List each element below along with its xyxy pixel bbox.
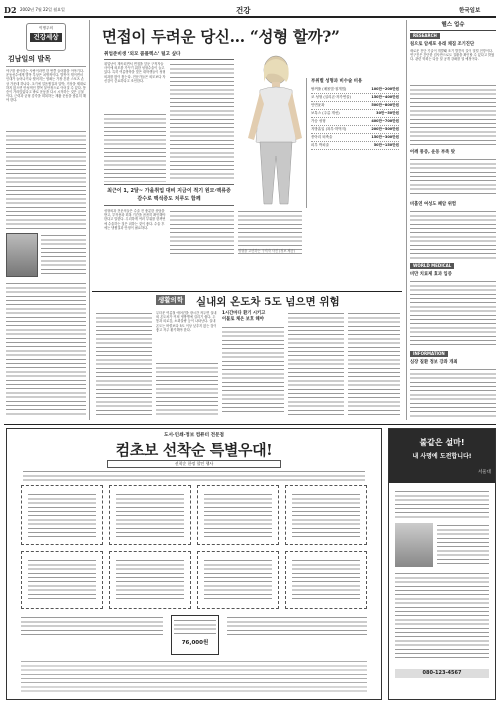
cost-figure-list: [311, 86, 400, 150]
right-item-4-title: 비만 치료제 효과 입증: [410, 272, 452, 277]
ad-coupon-6[interactable]: [109, 551, 191, 609]
cost-figure-value: 500만~800만원: [371, 103, 399, 107]
cost-figure-value: 30만~50만원: [376, 111, 399, 115]
cost-figure-value: 150만~400만원: [371, 95, 399, 99]
lower-headline: 실내외 온도차 5도 넘으면 위험: [196, 296, 340, 308]
world-medical-label: WORLD MEDICAL: [410, 263, 454, 269]
cost-figure-item: 코 성형 (실리콘·자가연골): [311, 95, 351, 99]
paper-name: 한국일보: [459, 8, 481, 14]
cost-figure-item: 지방흡입 (복부·허벅지): [311, 127, 347, 131]
main-headline: 면접이 두려운 당신… “성형 할까?”: [102, 27, 340, 46]
lower-body-lines-5: [348, 311, 400, 415]
ad-price: 76,000원: [181, 640, 209, 646]
cost-figure-item: 안면윤곽: [311, 103, 325, 107]
ad-product-lines-2: [227, 615, 367, 637]
column-badge-title: 건강세상: [30, 33, 62, 42]
cost-figure-item: 가슴 성형: [311, 119, 326, 123]
school-ad-lines-3: [395, 571, 489, 661]
school-ad-sub: 내 사명에 도전합니다!: [412, 453, 472, 460]
lower-kicker: 생활의학: [158, 296, 184, 304]
research-label: RESEARCH: [410, 33, 440, 39]
cost-figure-item: 쌍꺼풀 (매몰법·절개법): [311, 87, 347, 91]
lower-subhead-1: 1시간마다 환기 시키고: [222, 311, 266, 316]
cost-figure-row: [311, 142, 399, 150]
main-body-lines-3: [170, 209, 234, 257]
ad-price-box: [171, 615, 219, 655]
lower-body-lines-4: [288, 311, 344, 415]
cost-figure: [306, 78, 400, 208]
cost-figure-item: 종아리 퇴축술: [311, 135, 333, 139]
right-body-lines-1: [410, 83, 496, 147]
right-body-lines-3: [410, 209, 496, 259]
school-ad: [388, 428, 496, 700]
subhead-rule: [104, 59, 234, 60]
model-illustration: [238, 52, 308, 208]
school-ad-lines-2: [437, 523, 489, 567]
main-body-lines-2: [170, 62, 234, 182]
school-ad-headline: 불같은 설마!: [419, 438, 465, 447]
cost-figure-value: 100만~200만원: [371, 87, 399, 91]
ad-coupon-2[interactable]: [109, 485, 191, 545]
school-ad-phone[interactable]: 080-123-4567: [395, 669, 489, 678]
right-column-title: 헬스 업슈: [441, 22, 465, 28]
information-label: INFORMATION: [410, 351, 448, 357]
lower-article-top-rule: [92, 291, 402, 292]
main-deck: 최근이 1, 2달~ 가을취업 대비 지금이 적기 원모·맥류증 감수로 맥석증도 치루도 함께: [104, 184, 234, 206]
computer-ad: [6, 428, 382, 700]
cost-figure-value: 50만~150만원: [373, 143, 399, 147]
column-badge-label: 이명주의: [39, 26, 53, 30]
main-body-lines-1: [104, 112, 166, 182]
ad-coupon-5[interactable]: [21, 551, 103, 609]
main-body-2: 성형외과 전문의들은 수술 전 충분한 상담을 받고, 부작용과 회복 기간을 꼼꼼히 확인해야 한다고 말한다. 무리하게 여러 부위를 한꺼번에 수술하는 것은 피하는 것이 좋다. 수술 후에는 냉찜질과 안정이 필요하다.: [104, 209, 166, 230]
school-ad-banner: [389, 429, 495, 483]
left-column: [6, 21, 86, 419]
right-body-lines-2: [410, 157, 496, 197]
school-ad-photo: [395, 523, 433, 567]
right-item-2-title: 어깨 통증, 운동 부족 탓: [410, 150, 455, 155]
cost-figure-row: [311, 126, 399, 134]
lower-body-lines-1: [96, 311, 152, 415]
left-column-rule: [6, 66, 86, 67]
lower-body-text: 무더운 여름철 에어컨을 장시간 켜두면 실내외 온도차가 커져 냉방병에 걸리기 쉽다. 두통과 피로감, 소화불량 등이 나타난다. 실내 온도는 바깥보다 5도 이상 낮추지 않는 것이 좋고 자주 환기해야 한다.: [156, 311, 217, 332]
main-body-1: 취업난이 계속되면서 면접을 앞둔 구직자들 사이에 외모를 가꾸기 위한 성형수술이 늘고 있다. 특히 여름방학을 맞은 대학생들이 성형외과를 많이 찾는다. 전문가들은 외모보다 자신감이 중요하다고 조언한다.: [104, 62, 166, 83]
ad-subline: 선착순 한정 할인 행사: [107, 460, 281, 468]
cost-figure-row: [311, 110, 399, 118]
school-ad-lines-1: [395, 489, 489, 519]
ad-product-lines: [21, 615, 163, 637]
right-title-rule: [410, 30, 496, 31]
right-item-1-title: 침으로 암세포 유래 채집 조기진단: [410, 42, 475, 47]
column-body-text: 야구를 좋아하는 사람이라면 한 번쯤 들어봤을 이야기다. 운동선수에게 발목 부상은 치명적이다. 발목이 꺾이면서 인대가 늘어나거나 찢어지는 염좌는 가장 흔한 스포츠 손상 가운데 하나다. 초기에 얼음찜질과 압박, 거상을 제대로 하지 않으면 만성적인 발목 불안정으로 이어질 수 있다. 통증이 가라앉았다고 바로 운동을 다시 시작하는 것은 금물이다. 근력과 균형 감각을 회복하는 재활 운동을 충분히 해야 한다.: [6, 69, 86, 103]
page-header: [4, 5, 496, 15]
ad-coupon-1[interactable]: [21, 485, 103, 545]
left-column-divider: [89, 20, 90, 420]
cost-figure-row: [311, 134, 399, 142]
main-subhead: 취업준비생 ‘외모 콤플렉스’ 털고 싶다: [104, 52, 181, 57]
ad-coupon-3[interactable]: [197, 485, 279, 545]
cost-figure-value: 200만~500만원: [371, 127, 399, 131]
cost-figure-row: [311, 102, 399, 110]
ad-coupon-4[interactable]: [285, 485, 367, 545]
lower-subhead-2: 이불로 체온 보호 해야: [222, 317, 264, 322]
right-body-lines-4: [410, 279, 496, 345]
figure-caption: 성형을 고민하는 구직자 사진 (정보 제공): [238, 249, 295, 253]
ad-footer-lines: [21, 659, 367, 693]
right-column: [410, 21, 496, 419]
cost-figure-row: [311, 94, 399, 102]
page-code: D2: [4, 5, 17, 15]
column-body-lines-3: [6, 281, 86, 417]
right-item-5-title: 심장 질환 정보 강좌 개최: [410, 360, 458, 365]
right-body-text: 새로운 진단 기술이 개발돼 조기 발견의 길이 열릴 전망이다. 연구진은 간단한 검사만으로도 질환을 확인할 수 있다고 밝혔다. 관련 학회는 다음 달 공개 강좌를 열 예정이다.: [410, 49, 495, 62]
cost-figure-row: [311, 86, 399, 94]
ad-headline: 컴초보 선착순 특별우대!: [115, 441, 273, 459]
cost-figure-value: 150만~300만원: [371, 135, 399, 139]
right-column-divider: [406, 20, 407, 420]
ad-coupon-8[interactable]: [285, 551, 367, 609]
lower-body-lines-2: [156, 361, 218, 415]
lower-body-lines-3: [222, 325, 284, 415]
school-ad-brand: 서울대: [477, 470, 491, 475]
cost-figure-value: 400만~700만원: [371, 119, 399, 123]
column-body-lines-2: [41, 233, 86, 277]
header-date: 2002년 7월 22일 월요일: [20, 7, 65, 12]
column-author-title: 김남일의 발목: [8, 54, 52, 63]
author-portrait: [6, 233, 38, 277]
ad-info-lines: [23, 469, 365, 481]
right-item-3-title: 비흡연 여성도 폐암 위험: [410, 202, 456, 207]
column-body-lines: [6, 129, 86, 229]
ad-coupon-7[interactable]: [197, 551, 279, 609]
lower-article: [92, 293, 402, 419]
right-body-lines-5: [410, 367, 496, 417]
ads-top-rule: [4, 424, 496, 425]
main-article: [92, 20, 402, 260]
header-rule: [4, 16, 496, 18]
cost-figure-title: 부위별 성형과 비수술 비용: [311, 79, 363, 84]
model-figure-svg: [238, 52, 308, 208]
cost-figure-item: 피부 박피술: [311, 143, 330, 147]
cost-figure-item: 보톡스 (주름 개선): [311, 111, 340, 115]
ad-top-line: 도서·인쇄·정보 컴퓨터 전문점: [164, 433, 224, 438]
column-badge: [26, 23, 66, 51]
cost-figure-row: [311, 118, 399, 126]
section-name: 건강: [236, 6, 251, 15]
